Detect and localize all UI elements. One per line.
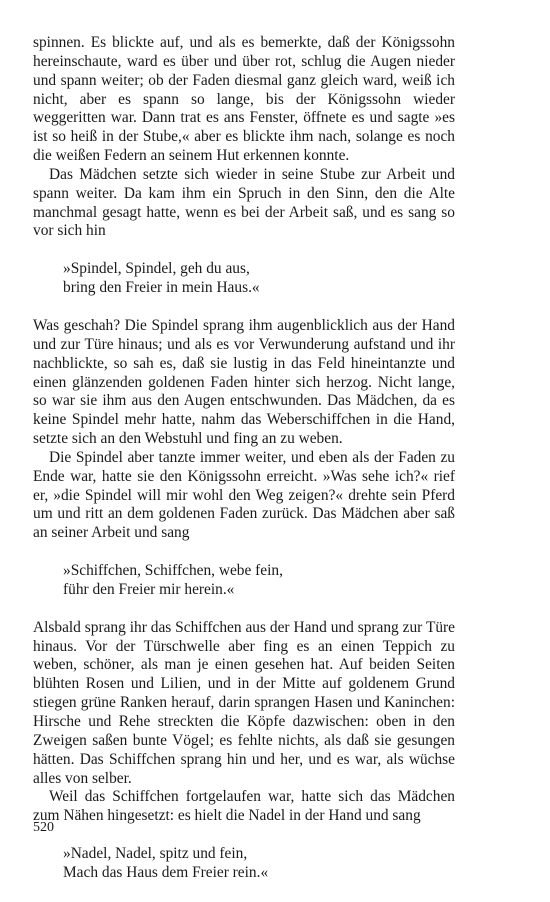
verse-block — [63, 260, 455, 298]
verse-line: führ den Freier mir herein.« — [63, 580, 235, 598]
paragraph: Was geschah? Die Spindel sprang ihm augenblicklich aus der Hand und zur Türe hinaus; und als es vor Verwunderung aufstand und ihr nachblickte, so sah es, daß sie lustig in das Feld hineintanzte und einen glänzenden goldenen Faden hinter sich herzog. Nicht lange, so war sie ihm aus den Augen entschwunden. Das Mädchen, da es keine Spindel mehr hatte, nahm das Weberschiffchen in die Hand, setzte sich an den Webstuhl und fing an zu weben. — [33, 316, 455, 448]
paragraph: Die Spindel aber tanzte immer weiter, und eben als der Faden zu Ende war, hatte sie den Königssohn erreicht. »Was sehe ich?« rief er, »die Spindel will mir wohl den Weg zeigen?« drehte sein Pferd um und ritt an dem goldenen Faden zurück. Das Mädchen aber saß an seiner Arbeit und sang — [33, 448, 455, 542]
verse-line: Mach das Haus dem Freier rein.« — [63, 863, 269, 881]
paragraph: Alsbald sprang ihr das Schiffchen aus der Hand und sprang zur Türe hinaus. Vor der Türschwelle aber fing es an einen Teppich zu weben, schöner, als man je einen gesehen hat. Auf beiden Seiten blühten Rosen und Lilien, und in der Mitte auf goldenem Grund stiegen grüne Ranken herauf, darin sprangen Hasen und Kaninchen: Hirsche und Rehe streckten die Köpfe dazwischen: oben in den Zweigen saßen bunte Vögel; es fehlte nichts, als daß sie gesungen hätten. Das Schiffchen sprang hin und her, und es war, als wüchse alles von selber. — [33, 618, 455, 787]
verse-line: »Schiffchen, Schiffchen, webe fein, — [63, 562, 283, 580]
page-text-block — [33, 34, 455, 902]
paragraph: spinnen. Es blickte auf, und als es bemerkte, daß der Königssohn hereinschaute, ward es über und über rot, schlug die Augen nieder und spann weiter; ob der Faden diesmal ganz gleich ward, weiß ich nicht, aber es spann so lange, bis der Königssohn wieder weggeritten war. Dann trat es ans Fenster, öffnete es und sagte »es ist so heiß in der Stube,« aber es blickte ihm nach, solange es noch die weißen Federn an seinem Hut erkennen konnte. — [33, 34, 455, 165]
verse-line: bring den Freier in mein Haus.« — [63, 279, 260, 297]
verse-line: »Nadel, Nadel, spitz und fein, — [63, 845, 248, 863]
page-number: 520 — [33, 820, 54, 835]
verse-line: »Spindel, Spindel, geh du aus, — [63, 260, 250, 278]
paragraph: Weil das Schiffchen fortgelaufen war, hatte sich das Mädchen zum Nähen hingesetzt: es hielt die Nadel in der Hand und sang — [33, 788, 455, 825]
verse-block — [63, 562, 455, 600]
verse-block — [63, 845, 455, 883]
paragraph: Das Mädchen setzte sich wieder in seine Stube zur Arbeit und spann weiter. Da kam ihm ein Spruch in den Sinn, den die Alte manchmal gesagt hatte, wenn es bei der Arbeit saß, und es sang so vor sich hin — [33, 165, 455, 240]
